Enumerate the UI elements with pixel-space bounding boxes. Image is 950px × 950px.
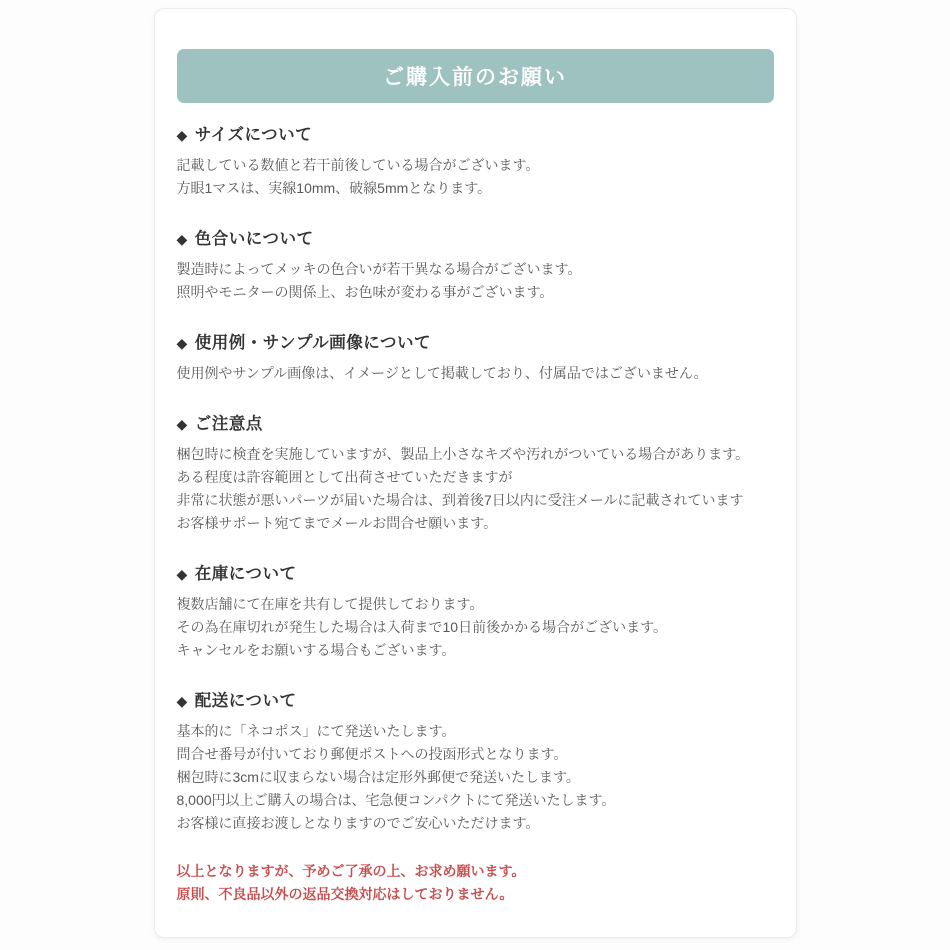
body-line: お客様サポート宛てまでメールお問合せ願います。	[176, 515, 498, 531]
notice-section	[177, 562, 774, 662]
body-line: 梱包時に検査を実施していますが、製品上小さなキズや汚れがついている場合があります。	[176, 446, 750, 462]
warning-block	[177, 860, 774, 906]
page-title: ご購入前のお願い	[383, 66, 567, 89]
notice-section	[177, 412, 774, 535]
notice-section	[177, 227, 774, 304]
body-line: 使用例やサンプル画像は、イメージとして掲載しており、付属品ではございません。	[176, 365, 708, 381]
notice-section	[177, 123, 774, 200]
section-heading	[177, 123, 774, 147]
body-line: 方眼1マスは、実線10mm、破線5mmとなります。	[176, 180, 492, 196]
body-line: 記載している数値と若干前後している場合がございます。	[176, 157, 540, 173]
diamond-bullet-icon: ◆	[176, 335, 188, 351]
body-line: 非常に状態が悪いパーツが届いた場合は、到着後7日以内に受注メールに記載されています	[176, 492, 744, 508]
section-heading-label: 使用例・サンプル画像について	[194, 334, 431, 352]
section-body	[177, 258, 774, 304]
body-line: 問合せ番号が付いており郵便ポストへの投函形式となります。	[176, 746, 568, 762]
notice-title-banner	[177, 49, 774, 103]
diamond-bullet-icon: ◆	[176, 127, 188, 143]
sections-container	[177, 123, 774, 835]
section-body	[177, 154, 774, 200]
diamond-bullet-icon: ◆	[176, 566, 188, 582]
section-heading-label: 在庫について	[194, 565, 297, 583]
section-heading-label: 配送について	[194, 692, 297, 710]
body-line: お客様に直接お渡しとなりますのでご安心いただけます。	[176, 815, 540, 831]
section-heading-label: ご注意点	[194, 415, 263, 433]
section-heading-label: サイズについて	[194, 126, 313, 144]
section-body	[177, 593, 774, 662]
notice-card	[154, 8, 797, 938]
notice-section	[177, 689, 774, 835]
diamond-bullet-icon: ◆	[176, 231, 188, 247]
section-heading-label: 色合いについて	[194, 230, 314, 248]
notice-section	[177, 331, 774, 385]
section-heading	[177, 331, 774, 355]
body-line: 梱包時に3cmに収まらない場合は定形外郵便で発送いたします。	[176, 769, 580, 785]
section-heading	[177, 412, 774, 436]
section-heading	[177, 227, 774, 251]
section-body	[177, 720, 774, 835]
body-line: 照明やモニターの関係上、お色味が変わる事がございます。	[176, 284, 554, 300]
diamond-bullet-icon: ◆	[176, 693, 188, 709]
section-heading	[177, 689, 774, 713]
body-line: その為在庫切れが発生した場合は入荷まで10日前後かかる場合がございます。	[176, 619, 667, 635]
body-line: ある程度は許容範囲として出荷させていただきますが	[176, 469, 513, 485]
body-line: 複数店舗にて在庫を共有して提供しております。	[176, 596, 484, 612]
section-heading	[177, 562, 774, 586]
warning-line: 以上となりますが、予めご了承の上、お求め願います。	[176, 863, 526, 879]
section-body	[177, 362, 774, 385]
diamond-bullet-icon: ◆	[176, 416, 188, 432]
section-body	[177, 443, 774, 535]
body-line: 製造時によってメッキの色合いが若干異なる場合がございます。	[176, 261, 582, 277]
body-line: 8,000円以上ご購入の場合は、宅急便コンパクトにて発送いたします。	[176, 792, 616, 808]
body-line: 基本的に「ネコポス」にて発送いたします。	[176, 723, 456, 739]
warning-line: 原則、不良品以外の返品交換対応はしておりません。	[176, 886, 514, 902]
body-line: キャンセルをお願いする場合もございます。	[176, 642, 456, 658]
